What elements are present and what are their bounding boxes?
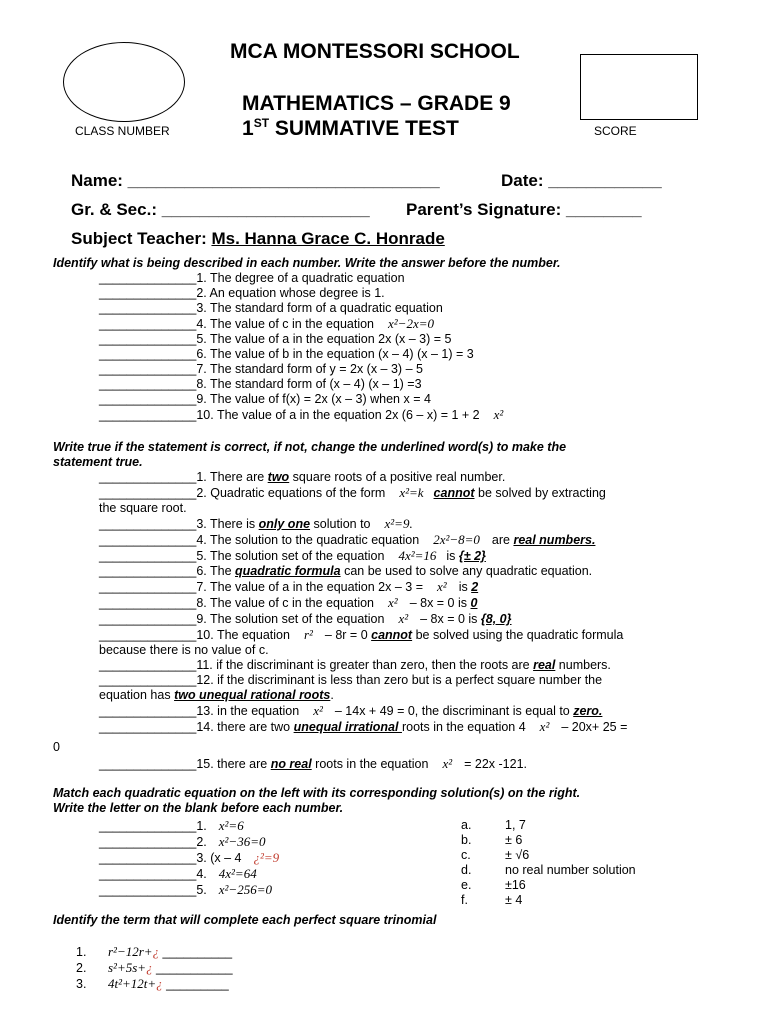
question-mark: ¿ [146,960,153,975]
part2-instruction-2: statement true. [53,455,143,469]
list-item [76,976,233,992]
answer-blank[interactable]: ______________ [99,673,197,687]
answer-blank[interactable]: ______________ [99,658,197,672]
equation: r² [303,627,313,642]
underlined-term: only one [258,517,311,531]
equation: x²=k [399,485,424,500]
underlined-term: no real [270,757,312,771]
list-item [99,611,627,627]
item-text: equation has [99,688,175,702]
match-item [99,850,279,866]
choice-letter: a. [461,818,472,832]
choice-letter: e. [461,878,472,892]
item-text: – 14x + 49 = 0, the discriminant is equal to [334,704,574,718]
item-text: – 20x+ 25 = [561,720,628,734]
name-field[interactable]: Name: _________________________________ [71,171,440,190]
match-right-column [461,818,636,908]
answer-blank[interactable]: ______________ [99,486,197,500]
list-item-text: ______________4. The value of c in the equation [99,317,374,331]
item-text: solution to [310,517,371,531]
answer-blank[interactable]: ______________ [99,549,197,563]
list-item [99,627,627,643]
item-number: 2. [76,961,87,975]
answer-blank[interactable]: ______________ [99,720,197,734]
equation: x²−36=0 [218,834,266,849]
item-text: – 8x = 0 is [409,596,471,610]
subject-teacher [71,229,445,249]
class-number-label: CLASS NUMBER [75,124,170,138]
answer-blank[interactable]: ______________ [99,704,197,718]
answer-blank[interactable]: ___________ [156,961,233,975]
test-number: 1 [242,117,254,140]
underlined-term: {± 2} [458,549,486,563]
underlined-term: two [267,470,290,484]
answer-blank[interactable]: ______________ [99,612,197,626]
equation: x² [313,703,323,718]
score-label: SCORE [594,124,637,138]
item-text: 9. The solution set of the equation [196,612,385,626]
list-item [99,564,627,579]
equation: x² [493,407,504,422]
list-item [99,595,627,611]
equation: x² [437,579,447,594]
list-item: equation has two unequal rational roots. [99,688,334,702]
item-text: – 8r = 0 [324,628,372,642]
subject-title: MATHEMATICS – GRADE 9 [242,92,511,115]
teacher-label: Subject Teacher: [71,229,212,248]
parent-signature-field[interactable]: Parent’s Signature: ________ [406,200,642,219]
school-name: MCA MONTESSORI SCHOOL [230,40,520,63]
match-number[interactable]: ______________3. (x – 4 [99,851,242,865]
choice-item [461,893,636,908]
choice-value: 1, 7 [505,818,526,832]
item-text: 5. The solution set of the equation [196,549,385,563]
item-text: roots in the equation [311,757,429,771]
underlined-term: real numbers. [513,533,596,547]
choice-letter: f. [461,893,468,907]
answer-blank[interactable]: ______________ [99,628,197,642]
item-number: 1. [76,945,87,959]
equation: 4x²=64 [218,866,257,881]
list-item [99,579,627,595]
answer-blank[interactable]: _________ [166,977,229,991]
choice-value: ± 6 [505,833,523,847]
wrapped-text: 0 [53,740,60,754]
list-item: ______________8. The standard form of (x – 4) (x – 1) =3 [99,377,422,391]
underlined-term: zero. [573,704,603,718]
part2-instruction-1: Write true if the statement is correct, if not, change the underlined word(s) to make the [53,440,567,454]
underlined-term: unequal irrational [293,720,402,734]
item-text: be solved using the quadratic formula [412,628,624,642]
class-number-oval [63,42,185,122]
underlined-term: 2 [471,580,479,594]
list-item [99,407,503,423]
equation: x²−2x=0 [388,316,434,331]
list-item: ______________7. The standard form of y = 2x (x – 3) – 5 [99,362,423,376]
question-mark: ¿ [152,944,160,959]
list-item [99,658,627,673]
answer-blank[interactable]: ______________ [99,470,197,484]
underlined-term: two unequal rational roots [174,688,331,702]
item-text: square roots of a positive real number. [289,470,506,484]
item-text: 1. There are [196,470,268,484]
score-box [580,54,698,120]
choice-item [461,818,636,833]
item-text: 2. Quadratic equations of the form [196,486,386,500]
teacher-name: Ms. Hanna Grace C. Honrade [211,229,445,248]
list-item [76,944,233,960]
item-text: 4. The solution to the quadratic equation [196,533,420,547]
underlined-term: {8, 0} [480,612,512,626]
part4-list [76,944,233,992]
grade-section-field[interactable]: Gr. & Sec.: ______________________ [71,200,370,219]
item-text: 3. There is [196,517,259,531]
answer-blank[interactable]: ______________ [99,517,197,531]
choice-item [461,878,636,893]
item-text: 15. there are [196,757,271,771]
item-text: 8. The value of c in the equation [196,596,375,610]
choice-letter: d. [461,863,472,877]
list-item [99,316,503,332]
answer-blank[interactable]: ______________ [99,596,197,610]
item-text: is [446,549,459,563]
part3-instruction-2: Write the letter on the blank before each number. [53,801,344,815]
choice-item [461,848,636,863]
choice-letter: c. [461,848,471,862]
part1-list [99,271,503,423]
part2-list [99,470,627,735]
list-item [99,532,627,548]
choice-letter: b. [461,833,472,847]
list-item [99,673,627,688]
item-text: 6. The [196,564,236,578]
item-text: can be used to solve any quadratic equation. [340,564,593,578]
equation: 2x²−8=0 [433,532,480,547]
item-text: 10. The equation [196,628,290,642]
list-item: ______________2. An equation whose degree is 1. [99,286,385,300]
match-number[interactable]: ______________1. [99,819,207,833]
part4-instruction: Identify the term that will complete each perfect square trinomial [53,913,437,927]
underlined-term: real [533,658,556,672]
list-item [99,548,627,564]
equation: 4x²=16 [398,548,437,563]
underlined-term: 0 [470,596,478,610]
underlined-term: quadratic formula [235,564,341,578]
answer-blank[interactable]: ______________ [99,757,197,771]
choice-item [461,833,636,848]
match-number[interactable]: ______________2. [99,835,207,849]
question-mark: ¿ [156,976,163,991]
answer-blank[interactable]: ______________ [99,564,197,578]
item-text: 11. if the discriminant is greater than zero, then the roots are [196,658,534,672]
underlined-term: cannot [433,486,475,500]
equation: x² [539,719,550,734]
equation: x² [442,756,453,771]
list-item: because there is no value of c. [99,643,269,657]
list-item [99,703,627,719]
equation: x²−256=0 [218,882,272,897]
equation: x² [388,595,398,610]
test-title-text: SUMMATIVE TEST [274,117,459,140]
list-item [99,756,527,772]
list-item: ______________1. The degree of a quadratic equation [99,271,405,285]
match-item [99,834,279,850]
choice-item [461,863,636,878]
choice-value: no real number solution [505,863,636,877]
date-field[interactable]: Date: ____________ [501,171,662,190]
choice-value: ±16 [505,878,526,892]
equation: ¿²=9 [253,850,280,865]
item-text: roots in the equation 4 [401,720,526,734]
list-item: the square root. [99,501,187,515]
list-item [99,470,627,485]
choice-value: ± 4 [505,893,523,907]
list-item: ______________9. The value of f(x) = 2x (x – 3) when x = 4 [99,392,431,406]
list-item-text: ______________10. The value of a in the equation 2x (6 – x) = 1 + 2 [99,408,480,422]
equation: r²−12r+ [108,944,153,959]
list-item [99,485,627,501]
item-text: numbers. [555,658,611,672]
answer-blank[interactable]: ______________ [99,580,197,594]
list-item [76,960,233,976]
answer-blank[interactable]: ______________ [99,533,197,547]
equation: s²+5s+ [108,960,147,975]
test-title [242,116,459,141]
test-ordinal: ST [253,116,270,130]
item-text: are [491,533,514,547]
part3-instruction-1: Match each quadratic equation on the left with its corresponding solution(s) on the right. [53,786,581,800]
match-item [99,882,279,898]
equation: 4t²+12t+ [108,976,157,991]
equation: x²=6 [218,818,244,833]
item-text: be solved by extracting [474,486,606,500]
list-item: ______________6. The value of b in the equation (x – 4) (x – 1) = 3 [99,347,474,361]
match-item [99,818,279,834]
item-text: 13. in the equation [196,704,300,718]
equation: x²=9. [384,516,413,531]
item-text: 12. if the discriminant is less than zero but is a perfect square number the [196,673,603,687]
item-text: 14. there are two [196,720,294,734]
list-item [99,516,627,532]
match-left-column [99,818,279,898]
match-item [99,866,279,882]
list-item: ______________3. The standard form of a quadratic equation [99,301,443,315]
choice-value: ± √6 [505,848,530,862]
underlined-term: cannot [371,628,413,642]
item-text: is [458,580,472,594]
item-text: = 22x -121. [464,757,527,771]
match-number[interactable]: ______________5. [99,883,207,897]
answer-blank[interactable]: __________ [162,945,233,959]
list-item: ______________5. The value of a in the equation 2x (x – 3) = 5 [99,332,452,346]
item-text: – 8x = 0 is [420,612,481,626]
list-item [99,719,627,735]
equation: x² [398,611,409,626]
match-number[interactable]: ______________4. [99,867,207,881]
part1-instruction: Identify what is being described in each number. Write the answer before the number. [53,256,561,270]
item-text: 7. The value of a in the equation 2x – 3 = [196,580,424,594]
item-number: 3. [76,977,87,991]
